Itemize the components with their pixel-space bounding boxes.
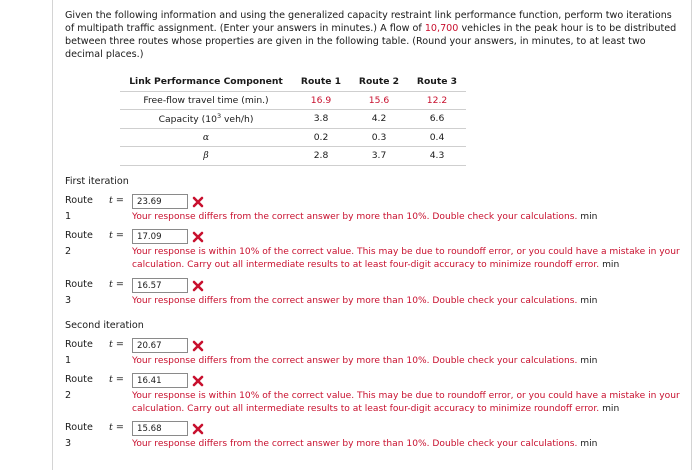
table-header: Route 3 xyxy=(416,75,458,87)
answer-input[interactable]: 23.69 xyxy=(132,194,188,209)
table-cell: 2.8 xyxy=(292,147,350,166)
table-header: Link Performance Component xyxy=(129,75,283,87)
table-row xyxy=(120,110,466,129)
table-cell: 4.2 xyxy=(350,110,408,129)
feedback-message: Your response differs from the correct answer by more than 10%. Double check your calculations. min xyxy=(132,356,598,366)
feedback-message: Your response differs from the correct answer by more than 10%. Double check your calculations. min xyxy=(132,439,598,449)
table-row xyxy=(120,128,466,147)
feedback-message: Your response is within 10% of the correct value. This may be due to roundoff error, or you could have a mistake in your calculation. Carry out all intermediate results to at least four-digit accuracy to minimize roundoff error. min xyxy=(132,247,680,270)
x-icon xyxy=(192,423,204,435)
route-label: Route 3 xyxy=(65,422,93,449)
x-icon xyxy=(192,196,204,208)
t-equals: t = xyxy=(109,374,124,385)
table-header-row xyxy=(120,72,466,91)
t-equals: t = xyxy=(109,230,124,241)
problem-statement: Given the following information and using the generalized capacity restraint link performance function, perform two iterations of multipath traffic assignment. (Enter your answers in minutes.) A flow of 10,700 vehicles in the peak hour is to be distributed between three routes whose properties are given in the following table. (Round your answers, in minutes, to at least two decimal places.) xyxy=(65,10,677,60)
route-label: Route 3 xyxy=(65,279,93,306)
route-label: Route 1 xyxy=(65,339,93,366)
table-header: Route 2 xyxy=(358,75,400,87)
table-row xyxy=(120,91,466,110)
table-cell: 4.3 xyxy=(408,147,466,166)
x-icon xyxy=(192,231,204,243)
table-cell: 15.6 xyxy=(350,91,408,110)
iteration-title: First iteration xyxy=(65,176,129,187)
table-cell: 3.8 xyxy=(292,110,350,129)
t-equals: t = xyxy=(109,195,124,206)
table-cell-label: Free-flow travel time (min.) xyxy=(120,91,292,110)
feedback-message: Your response differs from the correct answer by more than 10%. Double check your calculations. min xyxy=(132,296,598,306)
table-cell: 16.9 xyxy=(292,91,350,110)
table-cell-label: β xyxy=(120,147,292,166)
x-icon xyxy=(192,375,204,387)
t-equals: t = xyxy=(109,339,124,350)
t-equals: t = xyxy=(109,422,124,433)
answer-input[interactable]: 20.67 xyxy=(132,338,188,353)
iteration-title: Second iteration xyxy=(65,320,144,331)
route-label: Route 2 xyxy=(65,374,93,401)
table-cell: 12.2 xyxy=(408,91,466,110)
table-cell: 0.2 xyxy=(292,128,350,147)
table-cell: 3.7 xyxy=(350,147,408,166)
answer-input[interactable]: 15.68 xyxy=(132,421,188,436)
feedback-message: Your response differs from the correct answer by more than 10%. Double check your calculations. min xyxy=(132,212,598,222)
x-icon xyxy=(192,280,204,292)
route-properties-table xyxy=(120,72,466,166)
answer-input[interactable]: 17.09 xyxy=(132,229,188,244)
route-label: Route 1 xyxy=(65,195,93,222)
answer-input[interactable]: 16.41 xyxy=(132,373,188,388)
table-cell: 0.3 xyxy=(350,128,408,147)
table-cell-label: Capacity ($10^3$ veh/h) xyxy=(120,110,292,129)
table-cell: 6.6 xyxy=(408,110,466,129)
t-equals: t = xyxy=(109,279,124,290)
table-header: Route 1 xyxy=(300,75,342,87)
table-cell-label: α xyxy=(120,128,292,147)
flow-value: 10,700 xyxy=(424,23,459,34)
route-label: Route 2 xyxy=(65,230,93,257)
table-row xyxy=(120,147,466,166)
answer-input[interactable]: 16.57 xyxy=(132,278,188,293)
table-cell: 0.4 xyxy=(408,128,466,147)
feedback-message: Your response is within 10% of the correct value. This may be due to roundoff error, or you could have a mistake in your calculation. Carry out all intermediate results to at least four-digit accuracy to minimize roundoff error. min xyxy=(132,391,680,414)
x-icon xyxy=(192,340,204,352)
